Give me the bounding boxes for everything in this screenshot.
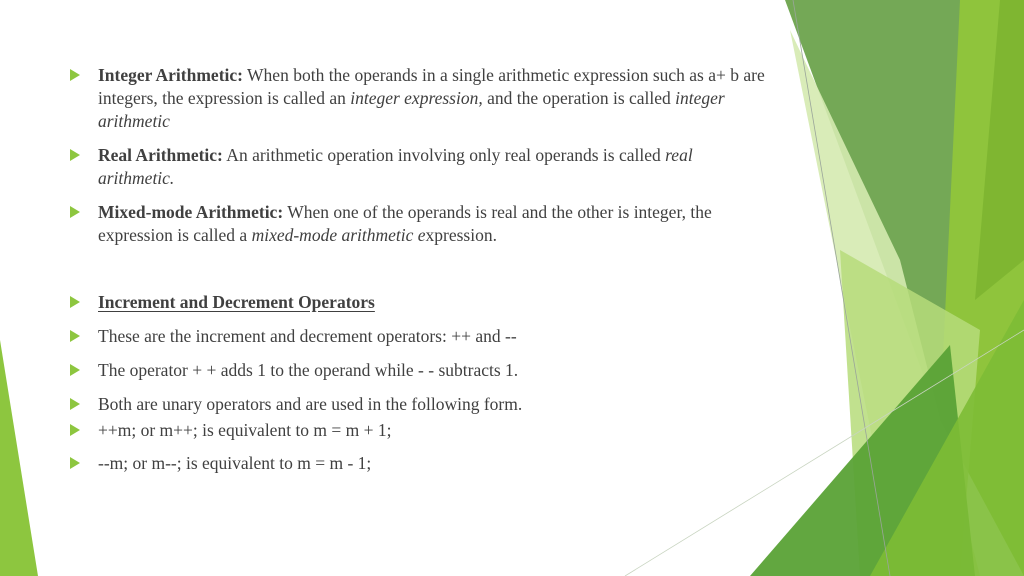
bullet-body: and the operation is called [482, 88, 676, 108]
bullet-arrow-icon [70, 364, 80, 376]
bullet-real-arithmetic [70, 144, 770, 190]
bullet-section-heading [70, 291, 770, 314]
bullet-line [70, 325, 770, 348]
bullet-emphasis: mixed-mode arithmetic e [251, 225, 426, 245]
bullet-text [98, 201, 770, 247]
bullet-emphasis: integer arithmetic [98, 88, 725, 131]
bullet-body: An arithmetic operation involving only real operands is called [222, 145, 666, 165]
bullet-emphasis: integer expression, [350, 88, 483, 108]
bullet-arrow-icon [70, 330, 80, 342]
bullet-line [70, 393, 770, 416]
bullet-line [70, 452, 770, 475]
bullet-text: These are the increment and decrement operators: ++ and -- [98, 326, 517, 346]
bullet-arrow-icon [70, 398, 80, 410]
bullet-text [98, 144, 770, 190]
section-heading: Increment and Decrement Operators [98, 292, 375, 312]
bullet-text: ++m; or m++; is equivalent to m = m + 1; [98, 420, 392, 440]
bullet-line [70, 419, 770, 442]
bullet-heading: Mixed-mode Arithmetic: [98, 202, 284, 222]
bullet-arrow-icon [70, 69, 80, 81]
bullet-heading: Real Arithmetic: [98, 145, 223, 165]
bullet-text: Both are unary operators and are used in the following form. [98, 394, 523, 414]
bullet-text: --m; or m--; is equivalent to m = m - 1; [98, 453, 372, 473]
bullet-text [98, 64, 770, 133]
bullet-mixed-mode-arithmetic [70, 201, 770, 247]
bullet-body: xpression. [425, 225, 497, 245]
bullet-heading: Integer Arithmetic: [98, 65, 243, 85]
bullet-body: When both the operands in a single arithmetic expression such as a+ b are integers, the expression is called an [98, 65, 765, 108]
bullet-integer-arithmetic [70, 64, 770, 133]
bullet-arrow-icon [70, 457, 80, 469]
bullet-text: The operator + + adds 1 to the operand while - - subtracts 1. [98, 360, 519, 380]
bullet-arrow-icon [70, 206, 80, 218]
bullet-line [70, 359, 770, 382]
bullet-emphasis: real arithmetic. [98, 145, 693, 188]
bullet-arrow-icon [70, 149, 80, 161]
bullet-body: When one of the operands is real and the other is integer, the expression is called a [98, 202, 712, 245]
bullet-arrow-icon [70, 296, 80, 308]
bullet-arrow-icon [70, 424, 80, 436]
